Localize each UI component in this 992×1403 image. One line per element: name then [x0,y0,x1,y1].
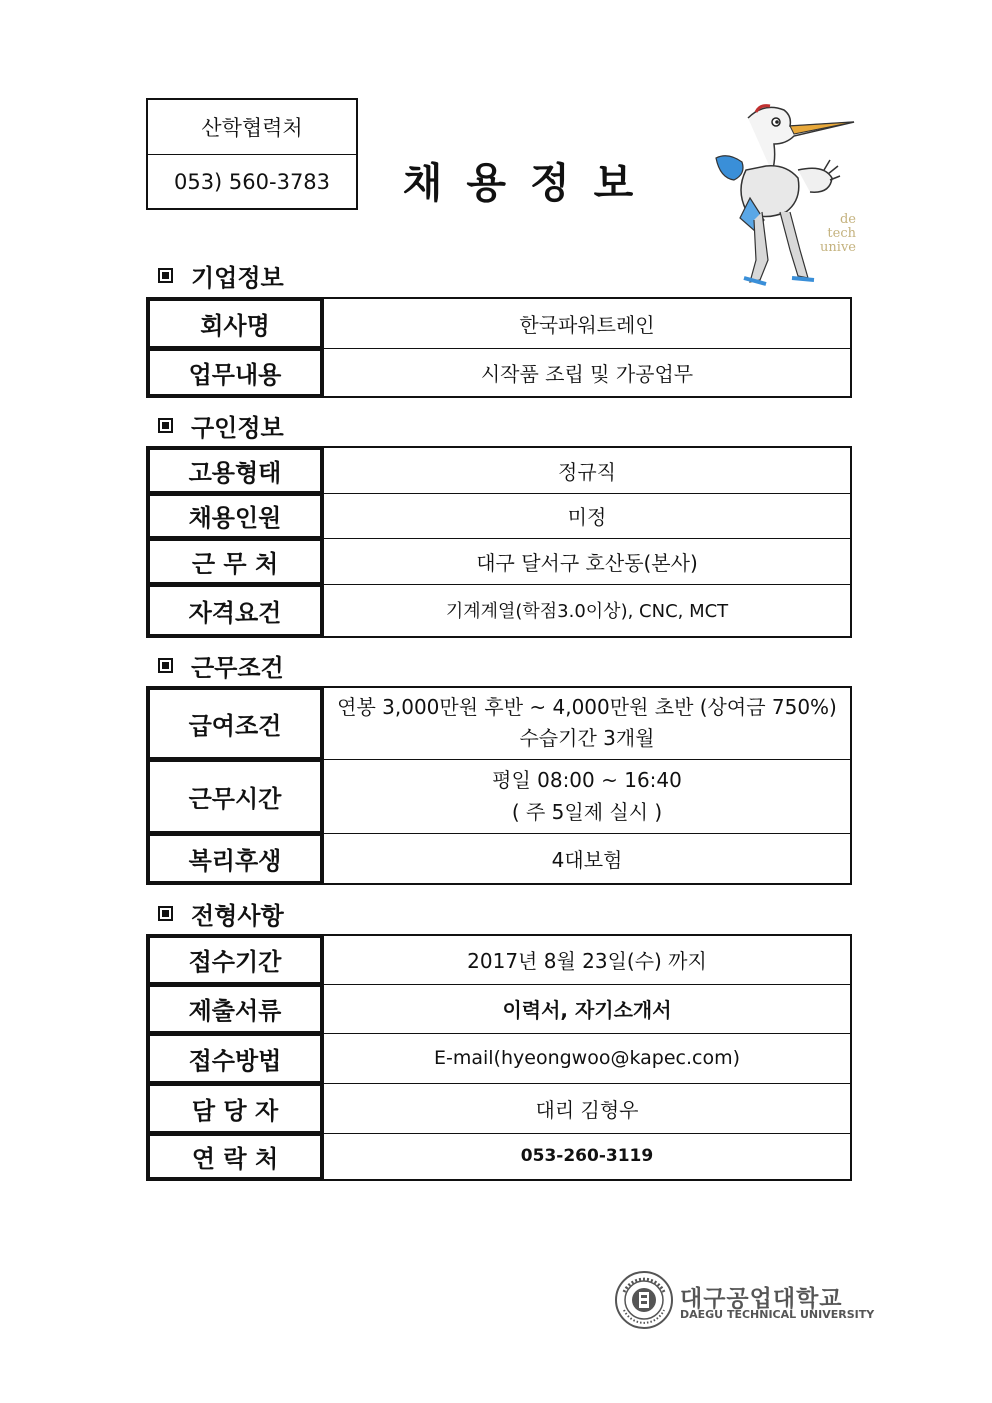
row-label: 업무내용 [147,348,323,397]
row-label: 제출서류 [147,984,323,1033]
page-title: 채용정보 [402,159,658,207]
section-heading-conditions: 근무조건 [158,648,284,683]
table-row [147,348,851,397]
contact-phone: 053) 560-3783 [148,154,356,209]
row-label: 담 당 자 [147,1083,323,1133]
table-row [147,298,851,348]
row-value: E-mail(hyeongwoo@kapec.com) [323,1033,851,1083]
university-name-ko: 대구공업대학교 [680,1286,843,1312]
contact-label: 산학협력처 [201,116,303,140]
row-label: 채용인원 [147,493,323,538]
table-row [147,447,851,493]
row-label: 근 무 처 [147,538,323,584]
section-heading-job: 구인정보 [158,408,284,443]
table-row [147,493,851,538]
conditions-table [146,686,852,885]
row-value: 이력서, 자기소개서 [323,984,851,1033]
square-bullet-icon [158,418,173,433]
table-row [147,833,851,884]
table-row [147,538,851,584]
row-value: 2017년 8월 23일(수) 까지 [323,935,851,984]
square-bullet-icon [158,658,173,673]
section-heading-company: 기업정보 [158,258,284,293]
row-value [323,759,851,833]
table-row [147,687,851,759]
row-label: 회사명 [147,298,323,348]
row-label: 고용형태 [147,447,323,493]
university-logo [614,1270,875,1334]
row-label: 자격요건 [147,584,323,637]
row-value: 대구 달서구 호산동(본사) [323,538,851,584]
square-bullet-icon [158,906,173,921]
hours-line: 평일 08:00 ~ 16:40 [492,768,682,792]
row-label: 근무시간 [147,759,323,833]
row-value: 한국파워트레인 [323,298,851,348]
table-row [147,984,851,1033]
row-label: 복리후생 [147,833,323,884]
row-label: 접수기간 [147,935,323,984]
table-row [147,759,851,833]
row-label: 급여조건 [147,687,323,759]
section-heading-screening: 전형사항 [158,896,284,931]
table-row [147,1133,851,1180]
probation-line: 수습기간 3개월 [519,726,655,751]
table-row [147,935,851,984]
contact-box [146,98,358,210]
row-value: 053-260-3119 [520,1146,654,1167]
job-table [146,446,852,638]
crane-mascot-icon [706,100,856,290]
university-name-en: DAEGU TECHNICAL UNIVERSITY [680,1308,875,1321]
mascot-caption: de tech unive [820,212,856,255]
table-row [147,1083,851,1133]
row-value: 기계계열(학점3.0이상), CNC, MCT [445,601,729,623]
row-label: 접수방법 [147,1033,323,1083]
row-value: 정규직 [323,447,851,493]
table-row [147,584,851,637]
row-value [323,687,851,759]
row-value: 대리 김형우 [323,1083,851,1133]
university-seal-icon [614,1270,674,1330]
workweek-line: ( 주 5일제 실시 ) [511,800,663,824]
square-bullet-icon [158,268,173,283]
row-value: 시작품 조립 및 가공업무 [480,361,694,386]
row-value: 미정 [323,493,851,538]
company-table [146,297,852,398]
row-value: 4대보험 [551,847,623,872]
salary-line: 연봉 3,000만원 후반 ~ 4,000만원 초반 (상여금 750%) [337,695,837,720]
row-label: 연 락 처 [147,1133,323,1180]
screening-table [146,934,852,1181]
table-row [147,1033,851,1083]
